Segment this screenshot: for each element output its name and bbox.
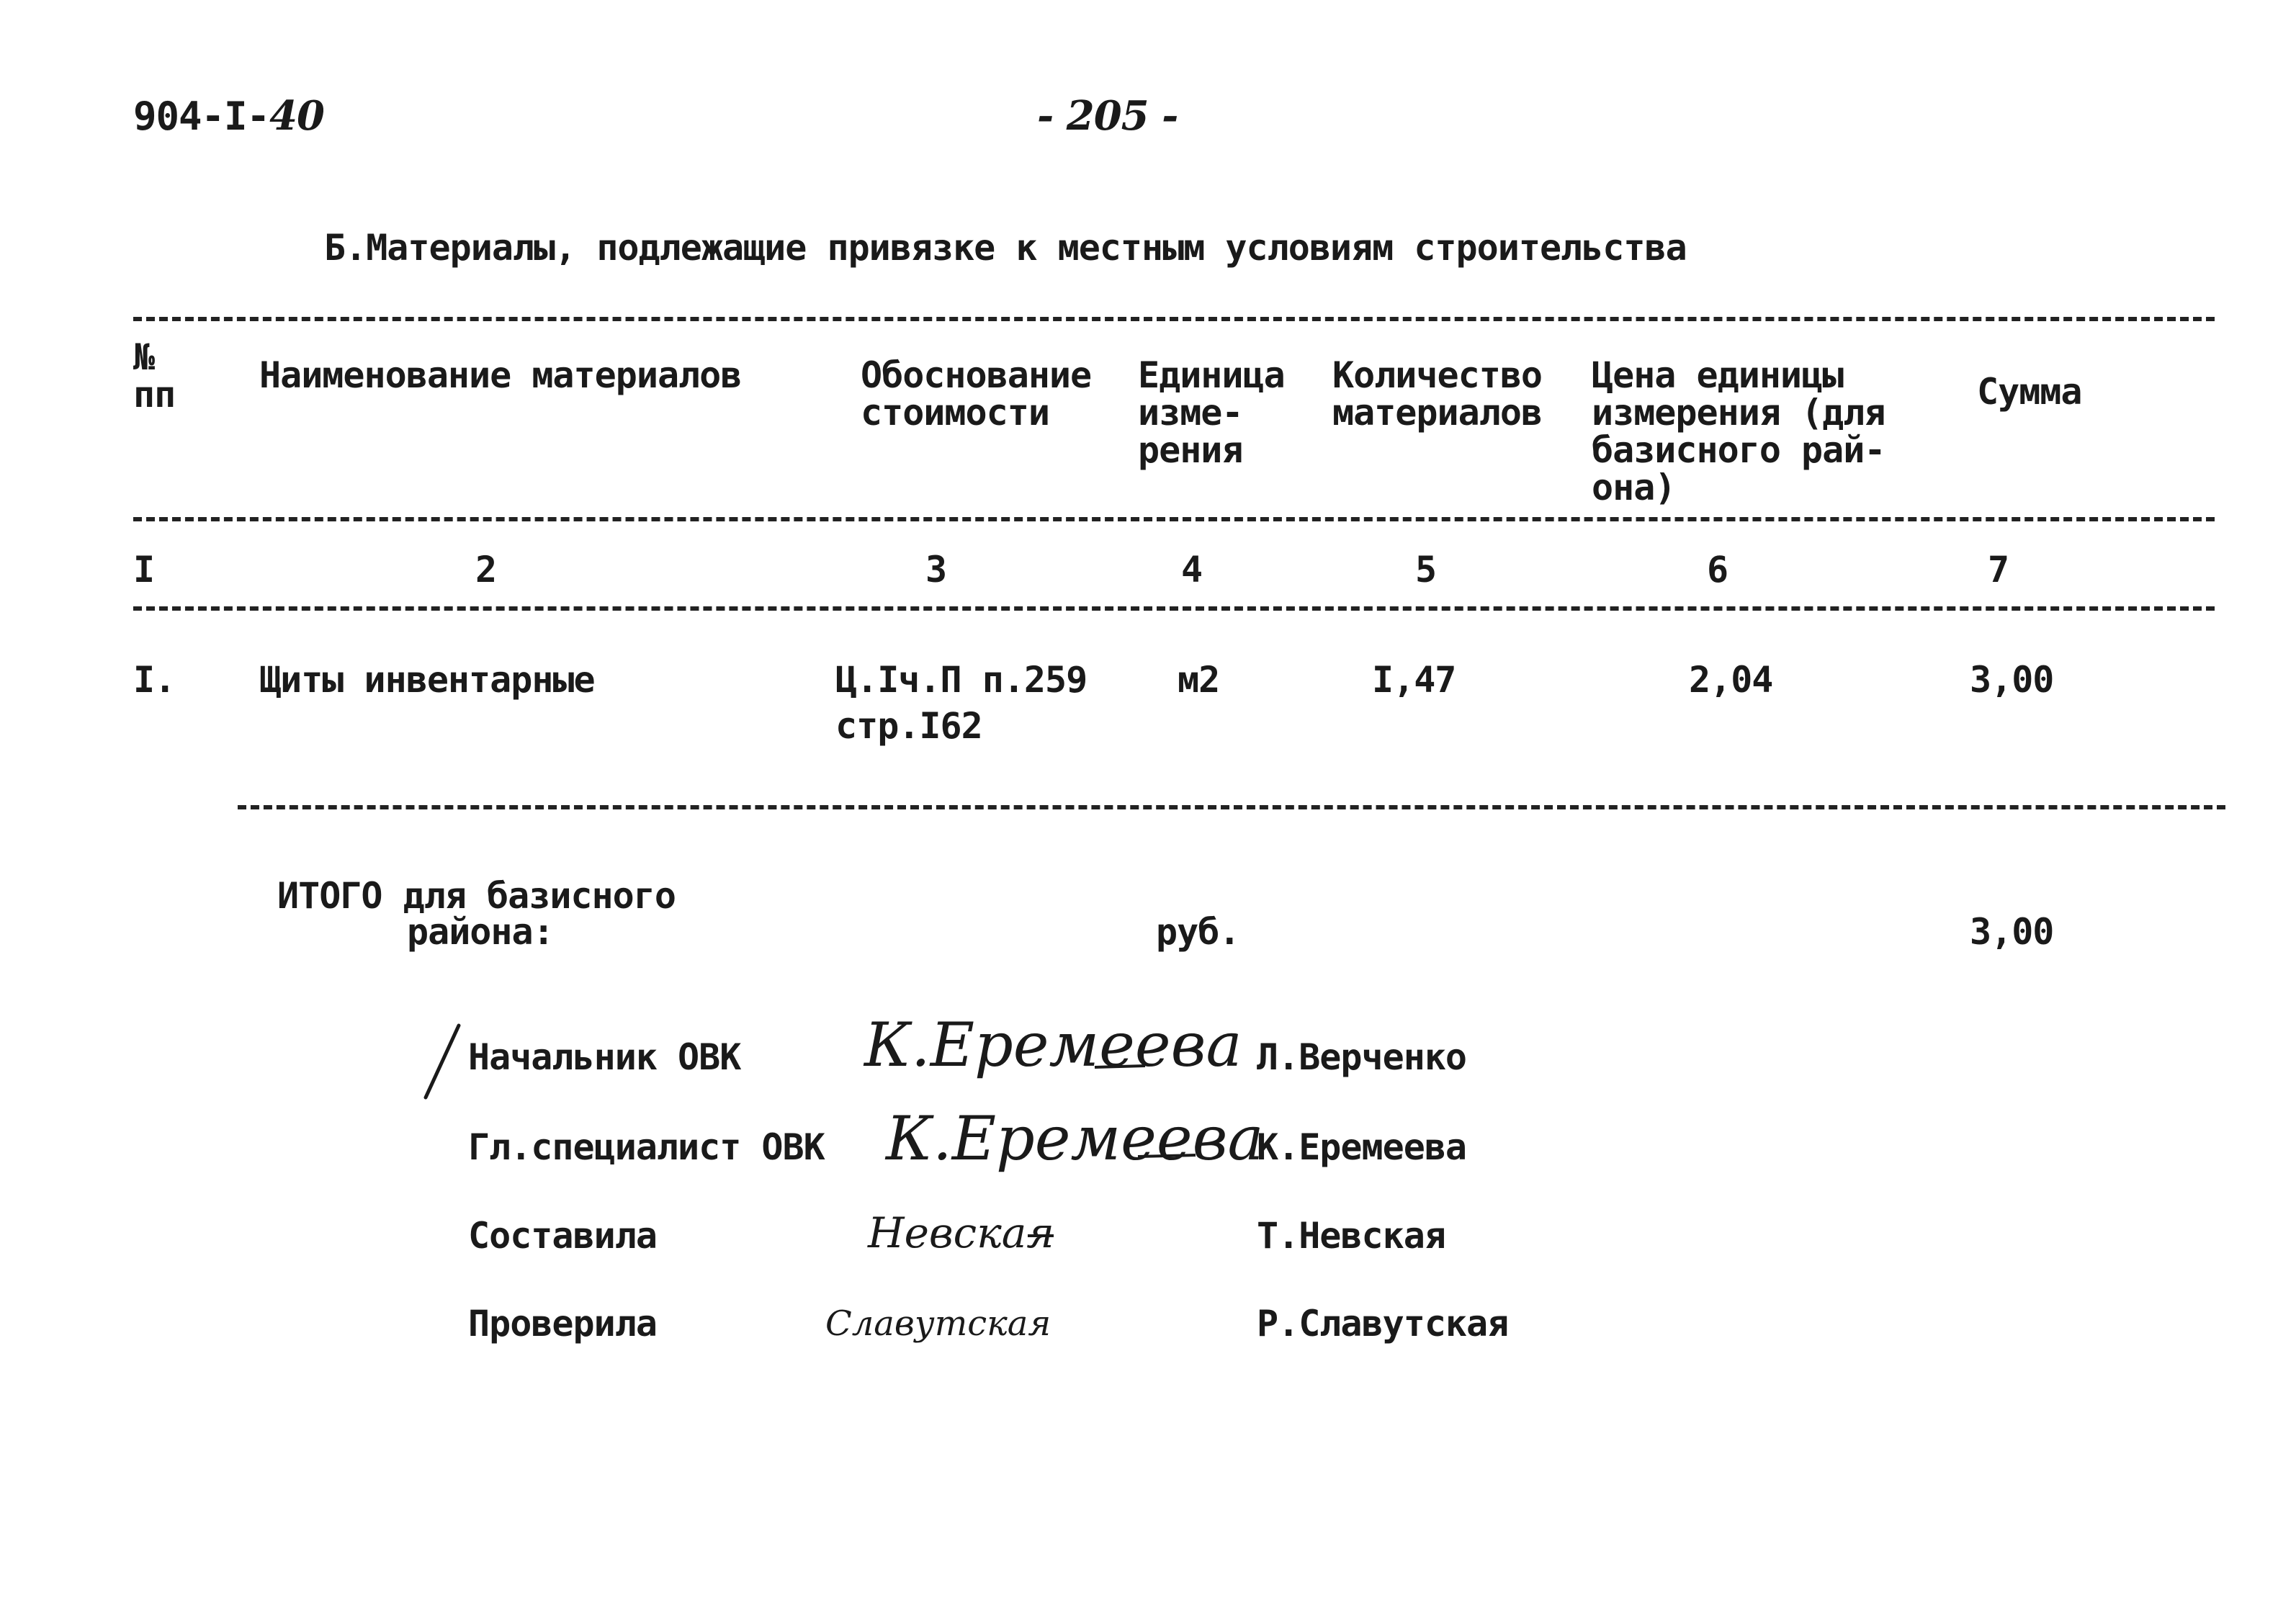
total-unit: руб. xyxy=(1156,911,1240,953)
slash-mark xyxy=(421,1023,465,1102)
row-cost-basis-line1: Ц.Iч.П п.259 xyxy=(835,659,1088,701)
signature-name: К.Еремеева xyxy=(1257,1126,1467,1168)
row-unit-price: 2,04 xyxy=(1689,659,1773,701)
handwritten-signature xyxy=(857,994,1242,1095)
row-quantity: I,47 xyxy=(1372,659,1456,701)
column-header-number: № пп xyxy=(133,336,176,416)
document-code xyxy=(133,92,325,140)
column-header-unit-price: Цена единицы измерения (для базисного рай- она) xyxy=(1592,354,1885,508)
column-number: 6 xyxy=(1707,549,1728,591)
section-title: Б.Материалы, подлежащие привязке к местным условиям строительства xyxy=(324,227,1687,269)
signature-name: Т.Невская xyxy=(1257,1215,1445,1257)
row-number: I. xyxy=(133,659,176,701)
signature-role: Проверила xyxy=(468,1303,657,1345)
total-label-line1: ИТОГО для базисного xyxy=(277,875,676,917)
table-top-rule xyxy=(133,317,2215,321)
total-value: 3,00 xyxy=(1970,911,2054,953)
column-number: 3 xyxy=(925,549,947,591)
total-label-line2: района: xyxy=(407,911,554,953)
column-number: 2 xyxy=(475,549,497,591)
handwritten-signature xyxy=(861,1195,1077,1275)
column-header-unit: Единица изме- рения xyxy=(1138,354,1285,471)
signature-role: Составила xyxy=(468,1215,657,1257)
row-unit: м2 xyxy=(1178,659,1220,701)
rows-bottom-rule xyxy=(238,805,2225,809)
column-header-material-name: Наименование материалов xyxy=(259,354,742,396)
handwritten-signature xyxy=(821,1289,1095,1368)
row-cost-basis-line2: стр.I62 xyxy=(835,705,982,747)
page-number: - 205 - xyxy=(1037,92,1178,140)
signature-text: Славутская xyxy=(825,1303,1051,1344)
signature-text: Невская xyxy=(868,1208,1054,1257)
signature-role: Начальник ОВК xyxy=(468,1036,741,1078)
column-numbers-bottom-rule xyxy=(133,606,2215,611)
document-code-printed: 904-I- xyxy=(133,94,270,139)
signature-role: Гл.специалист ОВК xyxy=(468,1126,825,1168)
column-number: 4 xyxy=(1181,549,1203,591)
column-number: I xyxy=(133,549,155,591)
header-bottom-rule xyxy=(133,517,2215,521)
column-header-cost-basis: Обоснование стоимости xyxy=(861,354,1092,434)
signature-name: Л.Верченко xyxy=(1257,1036,1467,1078)
column-number: 5 xyxy=(1415,549,1437,591)
column-number: 7 xyxy=(1988,549,2009,591)
row-sum: 3,00 xyxy=(1970,659,2054,701)
document-code-handwritten: 40 xyxy=(269,92,325,140)
handwritten-signature xyxy=(879,1087,1264,1188)
column-header-sum: Сумма xyxy=(1977,371,2082,413)
signature-text: К.Еремеева xyxy=(886,1103,1264,1174)
column-header-quantity: Количество материалов xyxy=(1332,354,1543,434)
row-material-name: Щиты инвентарные xyxy=(259,659,595,701)
signature-text: К.Еремеева xyxy=(864,1010,1242,1080)
signature-name: Р.Славутская xyxy=(1257,1303,1509,1345)
